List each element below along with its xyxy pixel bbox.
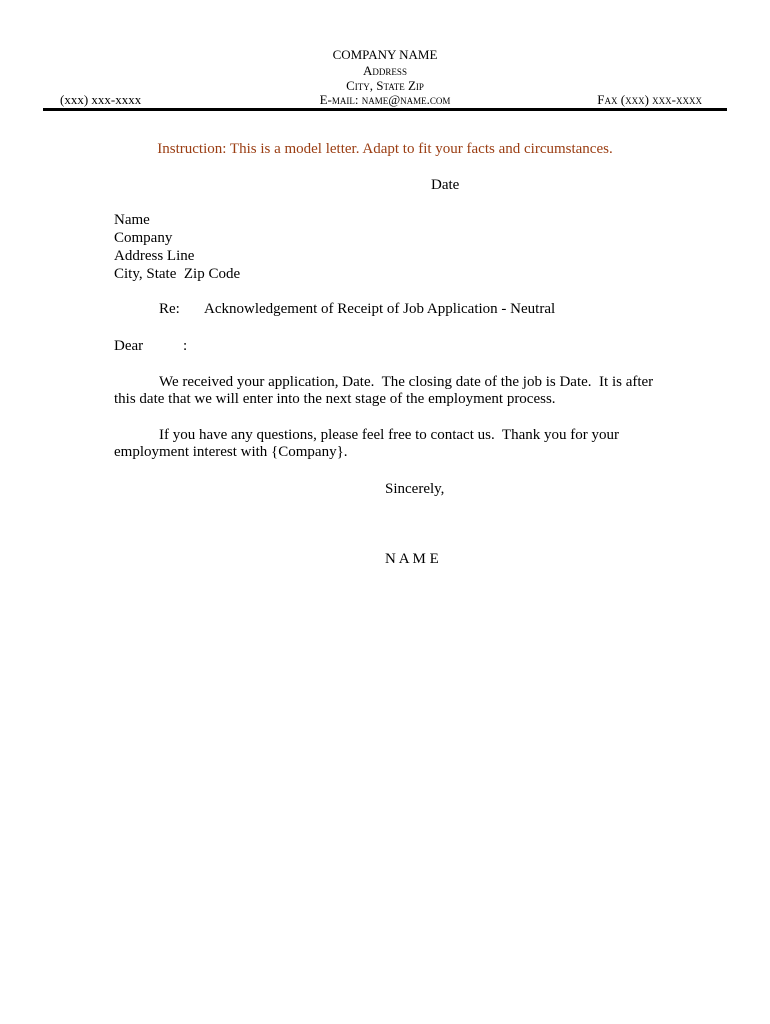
company-address: Address [363,63,407,78]
company-email: E-mail: name@name.com [319,92,451,107]
recipient-name: Name [114,212,150,228]
company-fax: Fax (xxx) xxx-xxxx [597,92,702,107]
closing: Sincerely, [385,481,445,497]
letter-date: Date [431,177,460,193]
re-label: Re: [159,301,180,317]
salutation-dear: Dear [114,338,144,354]
recipient-city-state-zip: City, State Zip Code [114,266,241,282]
salutation-colon: : [183,338,188,354]
company-name: COMPANY NAME [332,47,438,62]
paragraph-1-line-2: this date that we will enter into the next stage of the employment process. [114,391,556,407]
paragraph-2-line-1: If you have any questions, please feel free to contact us. Thank you for your [159,427,619,443]
company-city-state-zip: City, State Zip [346,78,424,93]
letterhead-rule [43,108,727,111]
recipient-address-line: Address Line [114,248,195,264]
instruction-note: Instruction: This is a model letter. Adapt to fit your facts and circumstances. [157,141,613,157]
re-subject: Acknowledgement of Receipt of Job Application - Neutral [204,301,556,317]
signature-name: N A M E [385,551,439,567]
paragraph-2-line-2: employment interest with {Company}. [114,444,348,460]
company-phone: (xxx) xxx-xxxx [60,92,142,107]
recipient-company: Company [114,230,173,246]
recipient-block [114,211,240,283]
paragraph-1-line-1: We received your application, Date. The closing date of the job is Date. It is after [159,374,654,390]
